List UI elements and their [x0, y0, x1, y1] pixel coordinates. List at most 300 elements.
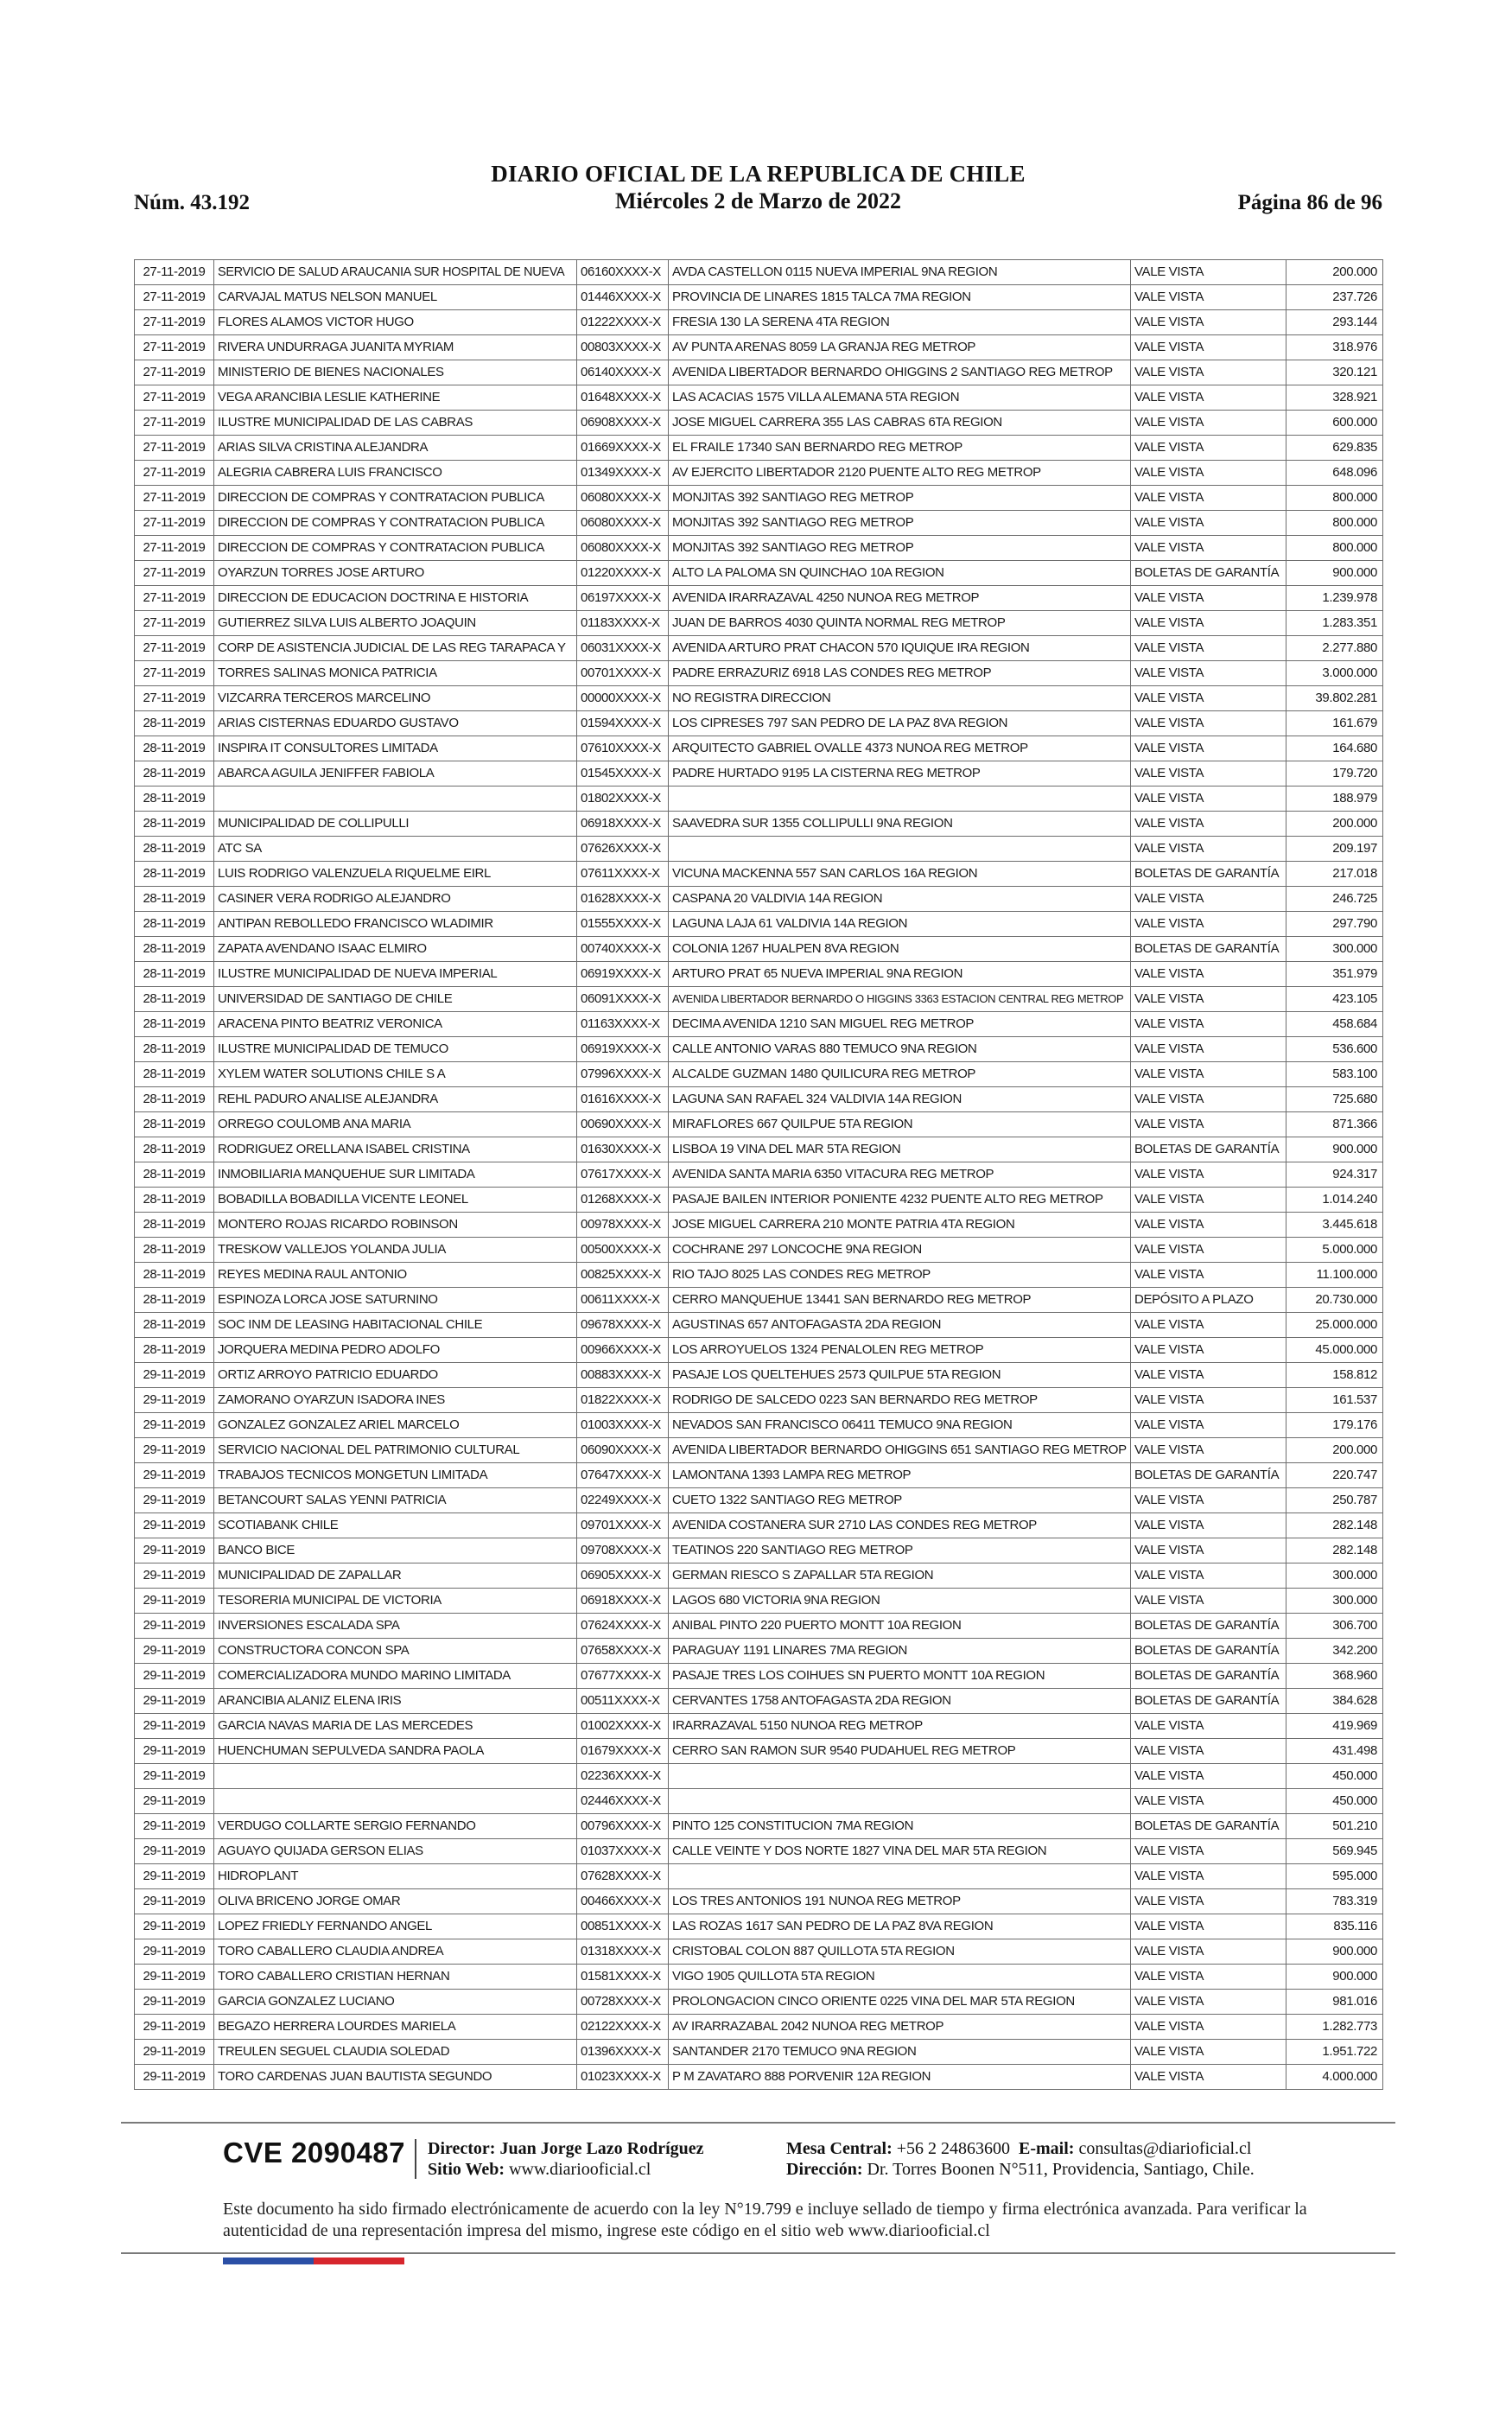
publication-date: Miércoles 2 de Marzo de 2022 [615, 188, 901, 213]
amount-cell: 648.096 [1286, 461, 1383, 486]
table-row [135, 661, 1383, 686]
table-row [135, 2065, 1383, 2090]
address-cell: PROVINCIA DE LINARES 1815 TALCA 7MA REGION [669, 285, 1131, 310]
date-cell: 29-11-2019 [135, 1589, 214, 1614]
address-cell: AV EJERCITO LIBERTADOR 2120 PUENTE ALTO REG METROP [669, 461, 1131, 486]
rut-cell: 01396XXXX-X [577, 2040, 669, 2065]
date-cell: 29-11-2019 [135, 1839, 214, 1864]
table-row [135, 1338, 1383, 1363]
rut-cell: 06140XXXX-X [577, 360, 669, 385]
amount-cell: 450.000 [1286, 1789, 1383, 1814]
rut-cell: 00000XXXX-X [577, 686, 669, 711]
address-cell: ARQUITECTO GABRIEL OVALLE 4373 NUNOA REG METROP [669, 736, 1131, 761]
page-header [134, 160, 1382, 220]
instrument-cell: VALE VISTA [1131, 962, 1286, 987]
table-row [135, 1037, 1383, 1062]
address-cell: JOSE MIGUEL CARRERA 355 LAS CABRAS 6TA REGION [669, 411, 1131, 436]
table-row [135, 1463, 1383, 1488]
date-cell: 29-11-2019 [135, 1614, 214, 1639]
rut-cell: 01545XXXX-X [577, 761, 669, 786]
name-cell: DIRECCION DE COMPRAS Y CONTRATACION PUBLICA [214, 486, 577, 511]
rut-cell: 00796XXXX-X [577, 1814, 669, 1839]
amount-cell: 2.277.880 [1286, 636, 1383, 661]
address-cell: CERRO MANQUEHUE 13441 SAN BERNARDO REG METROP [669, 1288, 1131, 1313]
name-cell: BANCO BICE [214, 1538, 577, 1563]
address-cell: MIRAFLORES 667 QUILPUE 5TA REGION [669, 1112, 1131, 1137]
director-name: Juan Jorge Lazo Rodríguez [499, 2139, 704, 2158]
table-row [135, 837, 1383, 862]
table-row [135, 1263, 1383, 1288]
table-row [135, 385, 1383, 411]
instrument-cell: VALE VISTA [1131, 1864, 1286, 1889]
amount-cell: 297.790 [1286, 912, 1383, 937]
address-cell: CALLE ANTONIO VARAS 880 TEMUCO 9NA REGION [669, 1037, 1131, 1062]
name-cell: REYES MEDINA RAUL ANTONIO [214, 1263, 577, 1288]
name-cell: CORP DE ASISTENCIA JUDICIAL DE LAS REG TARAPACA Y [214, 636, 577, 661]
name-cell: ARACENA PINTO BEATRIZ VERONICA [214, 1012, 577, 1037]
amount-cell: 237.726 [1286, 285, 1383, 310]
table-row [135, 1965, 1383, 1990]
instrument-cell: BOLETAS DE GARANTÍA [1131, 1137, 1286, 1162]
instrument-cell: VALE VISTA [1131, 661, 1286, 686]
rut-cell: 00728XXXX-X [577, 1990, 669, 2015]
name-cell: ILUSTRE MUNICIPALIDAD DE NUEVA IMPERIAL [214, 962, 577, 987]
email-link[interactable]: consultas@diarioficial.cl [1078, 2139, 1252, 2158]
table-row [135, 1914, 1383, 1939]
table-row [135, 1990, 1383, 2015]
table-row [135, 887, 1383, 912]
instrument-cell: VALE VISTA [1131, 1513, 1286, 1538]
amount-cell: 458.684 [1286, 1012, 1383, 1037]
address-cell: LAS ACACIAS 1575 VILLA ALEMANA 5TA REGION [669, 385, 1131, 411]
website-link[interactable]: www.diariooficial.cl [509, 2160, 651, 2179]
date-cell: 28-11-2019 [135, 887, 214, 912]
date-cell: 28-11-2019 [135, 987, 214, 1012]
instrument-cell: VALE VISTA [1131, 912, 1286, 937]
address-cell: AVENIDA LIBERTADOR BERNARDO OHIGGINS 651 SANTIAGO REG METROP [669, 1438, 1131, 1463]
name-cell: DIRECCION DE COMPRAS Y CONTRATACION PUBLICA [214, 511, 577, 536]
name-cell [214, 1789, 577, 1814]
address-label: Dirección: [786, 2160, 863, 2179]
table-row [135, 937, 1383, 962]
rut-cell: 00740XXXX-X [577, 937, 669, 962]
address-cell: LAGOS 680 VICTORIA 9NA REGION [669, 1589, 1131, 1614]
rut-cell: 07611XXXX-X [577, 862, 669, 887]
address-cell: PASAJE LOS QUELTEHUES 2573 QUILPUE 5TA REGION [669, 1363, 1131, 1388]
rut-cell: 06080XXXX-X [577, 511, 669, 536]
instrument-cell: VALE VISTA [1131, 761, 1286, 786]
address-cell: AV IRARRAZABAL 2042 NUNOA REG METROP [669, 2015, 1131, 2040]
date-cell: 27-11-2019 [135, 586, 214, 611]
address-cell: AVENIDA LIBERTADOR BERNARDO O HIGGINS 3363 ESTACION CENTRAL REG METROP [669, 987, 1131, 1012]
name-cell: INSPIRA IT CONSULTORES LIMITADA [214, 736, 577, 761]
amount-cell: 282.148 [1286, 1538, 1383, 1563]
instrument-cell: VALE VISTA [1131, 2065, 1286, 2090]
date-cell: 29-11-2019 [135, 1789, 214, 1814]
rut-cell: 01446XXXX-X [577, 285, 669, 310]
rut-cell: 06091XXXX-X [577, 987, 669, 1012]
address-cell: VIGO 1905 QUILLOTA 5TA REGION [669, 1965, 1131, 1990]
rut-cell: 01648XXXX-X [577, 385, 669, 411]
date-cell: 29-11-2019 [135, 1889, 214, 1914]
rut-cell: 01037XXXX-X [577, 1839, 669, 1864]
amount-cell: 871.366 [1286, 1112, 1383, 1137]
date-cell: 28-11-2019 [135, 1012, 214, 1037]
legal-notice: Este documento ha sido firmado electrónicamente de acuerdo con la ley N°19.799 e incluye sellado de tiempo y firma electrónica avanzada. Para verificar la autenticidad de una representación impresa del mismo, ingrese este código en el sitio web www.diariooficial.cl [223, 2200, 1307, 2240]
director-block [428, 2138, 704, 2180]
amount-cell: 431.498 [1286, 1739, 1383, 1764]
address-cell: LOS ARROYUELOS 1324 PENALOLEN REG METROP [669, 1338, 1131, 1363]
instrument-cell: VALE VISTA [1131, 636, 1286, 661]
date-cell: 27-11-2019 [135, 360, 214, 385]
name-cell: MUNICIPALIDAD DE COLLIPULLI [214, 812, 577, 837]
date-cell: 27-11-2019 [135, 636, 214, 661]
instrument-cell: VALE VISTA [1131, 1338, 1286, 1363]
table-row [135, 1313, 1383, 1338]
amount-cell: 200.000 [1286, 260, 1383, 285]
date-cell: 28-11-2019 [135, 1313, 214, 1338]
name-cell: MINISTERIO DE BIENES NACIONALES [214, 360, 577, 385]
table-row [135, 1814, 1383, 1839]
name-cell: RODRIGUEZ ORELLANA ISABEL CRISTINA [214, 1137, 577, 1162]
amount-cell: 800.000 [1286, 536, 1383, 561]
amount-cell: 342.200 [1286, 1639, 1383, 1664]
table-row [135, 1213, 1383, 1238]
rut-cell: 02446XXXX-X [577, 1789, 669, 1814]
amount-cell: 188.979 [1286, 786, 1383, 812]
amount-cell: 5.000.000 [1286, 1238, 1383, 1263]
table-row [135, 1589, 1383, 1614]
address-cell: NO REGISTRA DIRECCION [669, 686, 1131, 711]
table-row [135, 1363, 1383, 1388]
table-row [135, 1689, 1383, 1714]
date-cell: 28-11-2019 [135, 1087, 214, 1112]
amount-cell: 450.000 [1286, 1764, 1383, 1789]
name-cell: GUTIERREZ SILVA LUIS ALBERTO JOAQUIN [214, 611, 577, 636]
address-cell: CALLE VEINTE Y DOS NORTE 1827 VINA DEL MAR 5TA REGION [669, 1839, 1131, 1864]
rut-cell: 07647XXXX-X [577, 1463, 669, 1488]
address-cell: COLONIA 1267 HUALPEN 8VA REGION [669, 937, 1131, 962]
table-row [135, 411, 1383, 436]
date-cell: 28-11-2019 [135, 1137, 214, 1162]
instrument-cell: VALE VISTA [1131, 1739, 1286, 1764]
address-cell: CUETO 1322 SANTIAGO REG METROP [669, 1488, 1131, 1513]
address-cell: PASAJE BAILEN INTERIOR PONIENTE 4232 PUENTE ALTO REG METROP [669, 1188, 1131, 1213]
name-cell: SCOTIABANK CHILE [214, 1513, 577, 1538]
name-cell [214, 786, 577, 812]
instrument-cell: DEPÓSITO A PLAZO [1131, 1288, 1286, 1313]
table-row [135, 1789, 1383, 1814]
rut-cell: 06908XXXX-X [577, 411, 669, 436]
date-cell: 27-11-2019 [135, 611, 214, 636]
amount-cell: 1.239.978 [1286, 586, 1383, 611]
date-cell: 28-11-2019 [135, 1288, 214, 1313]
table-row [135, 1137, 1383, 1162]
name-cell: INMOBILIARIA MANQUEHUE SUR LIMITADA [214, 1162, 577, 1188]
amount-cell: 11.100.000 [1286, 1263, 1383, 1288]
instrument-cell: VALE VISTA [1131, 1188, 1286, 1213]
rut-cell: 00883XXXX-X [577, 1363, 669, 1388]
address-cell: PROLONGACION CINCO ORIENTE 0225 VINA DEL MAR 5TA REGION [669, 1990, 1131, 2015]
amount-cell: 725.680 [1286, 1087, 1383, 1112]
address-cell: AVDA CASTELLON 0115 NUEVA IMPERIAL 9NA REGION [669, 260, 1131, 285]
amount-cell: 209.197 [1286, 837, 1383, 862]
name-cell: VEGA ARANCIBIA LESLIE KATHERINE [214, 385, 577, 411]
amount-cell: 25.000.000 [1286, 1313, 1383, 1338]
amount-cell: 293.144 [1286, 310, 1383, 335]
rut-cell: 01679XXXX-X [577, 1739, 669, 1764]
name-cell: SERVICIO DE SALUD ARAUCANIA SUR HOSPITAL DE NUEVA [214, 260, 577, 285]
amount-cell: 318.976 [1286, 335, 1383, 360]
instrument-cell: BOLETAS DE GARANTÍA [1131, 561, 1286, 586]
address-cell: LAGUNA LAJA 61 VALDIVIA 14A REGION [669, 912, 1131, 937]
date-cell: 29-11-2019 [135, 1939, 214, 1965]
table-row [135, 310, 1383, 335]
footer-top-rule [121, 2122, 1395, 2124]
name-cell: GONZALEZ GONZALEZ ARIEL MARCELO [214, 1413, 577, 1438]
table-row [135, 611, 1383, 636]
table-row [135, 2015, 1383, 2040]
address-cell: SANTANDER 2170 TEMUCO 9NA REGION [669, 2040, 1131, 2065]
table-row [135, 360, 1383, 385]
date-cell: 28-11-2019 [135, 1238, 214, 1263]
instrument-cell: VALE VISTA [1131, 260, 1286, 285]
date-cell: 28-11-2019 [135, 711, 214, 736]
date-cell: 28-11-2019 [135, 1338, 214, 1363]
address-cell: SAAVEDRA SUR 1355 COLLIPULLI 9NA REGION [669, 812, 1131, 837]
rut-cell: 01023XXXX-X [577, 2065, 669, 2090]
name-cell: ATC SA [214, 837, 577, 862]
table-row [135, 1288, 1383, 1313]
table-row [135, 736, 1383, 761]
instrument-cell: VALE VISTA [1131, 1263, 1286, 1288]
table-row [135, 536, 1383, 561]
rut-cell: 01669XXXX-X [577, 436, 669, 461]
instrument-cell: VALE VISTA [1131, 1238, 1286, 1263]
rut-cell: 00851XXXX-X [577, 1914, 669, 1939]
date-cell: 28-11-2019 [135, 912, 214, 937]
amount-cell: 595.000 [1286, 1864, 1383, 1889]
table-row [135, 962, 1383, 987]
name-cell: INVERSIONES ESCALADA SPA [214, 1614, 577, 1639]
instrument-cell: BOLETAS DE GARANTÍA [1131, 1614, 1286, 1639]
director-label: Director: [428, 2139, 496, 2158]
amount-cell: 220.747 [1286, 1463, 1383, 1488]
instrument-cell: BOLETAS DE GARANTÍA [1131, 862, 1286, 887]
instrument-cell: VALE VISTA [1131, 1990, 1286, 2015]
amount-cell: 45.000.000 [1286, 1338, 1383, 1363]
amount-cell: 900.000 [1286, 1965, 1383, 1990]
name-cell: ESPINOZA LORCA JOSE SATURNINO [214, 1288, 577, 1313]
amount-cell: 217.018 [1286, 862, 1383, 887]
address-cell: ALCALDE GUZMAN 1480 QUILICURA REG METROP [669, 1062, 1131, 1087]
date-cell: 27-11-2019 [135, 260, 214, 285]
date-cell: 29-11-2019 [135, 1438, 214, 1463]
name-cell: TRABAJOS TECNICOS MONGETUN LIMITADA [214, 1463, 577, 1488]
instrument-cell: VALE VISTA [1131, 1589, 1286, 1614]
instrument-cell: VALE VISTA [1131, 310, 1286, 335]
table-row [135, 1664, 1383, 1689]
table-row [135, 1438, 1383, 1463]
address-cell: LAS ROZAS 1617 SAN PEDRO DE LA PAZ 8VA REGION [669, 1914, 1131, 1939]
amount-cell: 4.000.000 [1286, 2065, 1383, 2090]
instrument-cell: VALE VISTA [1131, 1162, 1286, 1188]
instrument-cell: VALE VISTA [1131, 2015, 1286, 2040]
table-row [135, 1538, 1383, 1563]
name-cell: LOPEZ FRIEDLY FERNANDO ANGEL [214, 1914, 577, 1939]
instrument-cell: BOLETAS DE GARANTÍA [1131, 1639, 1286, 1664]
rut-cell: 06919XXXX-X [577, 962, 669, 987]
rut-cell: 07624XXXX-X [577, 1614, 669, 1639]
date-cell: 27-11-2019 [135, 411, 214, 436]
address-cell: P M ZAVATARO 888 PORVENIR 12A REGION [669, 2065, 1131, 2090]
name-cell: ILUSTRE MUNICIPALIDAD DE TEMUCO [214, 1037, 577, 1062]
address-cell: CERVANTES 1758 ANTOFAGASTA 2DA REGION [669, 1689, 1131, 1714]
date-cell: 29-11-2019 [135, 1864, 214, 1889]
date-cell: 29-11-2019 [135, 1363, 214, 1388]
date-cell: 28-11-2019 [135, 1162, 214, 1188]
address-value: Dr. Torres Boonen N°511, Providencia, Santiago, Chile. [867, 2160, 1255, 2179]
instrument-cell: VALE VISTA [1131, 1438, 1286, 1463]
rut-cell: 01581XXXX-X [577, 1965, 669, 1990]
rut-cell: 01222XXXX-X [577, 310, 669, 335]
name-cell [214, 1764, 577, 1789]
rut-cell: 06905XXXX-X [577, 1563, 669, 1589]
name-cell: ABARCA AGUILA JENIFFER FABIOLA [214, 761, 577, 786]
date-cell: 27-11-2019 [135, 686, 214, 711]
instrument-cell: VALE VISTA [1131, 335, 1286, 360]
footer-separator [415, 2139, 416, 2179]
instrument-cell: VALE VISTA [1131, 1313, 1286, 1338]
cve-code: CVE 2090487 [223, 2137, 405, 2168]
rut-cell: 06090XXXX-X [577, 1438, 669, 1463]
date-cell: 29-11-2019 [135, 2015, 214, 2040]
amount-cell: 200.000 [1286, 1438, 1383, 1463]
amount-cell: 1.283.351 [1286, 611, 1383, 636]
instrument-cell: VALE VISTA [1131, 1012, 1286, 1037]
date-cell: 28-11-2019 [135, 1112, 214, 1137]
instrument-cell: VALE VISTA [1131, 1363, 1286, 1388]
name-cell: VIZCARRA TERCEROS MARCELINO [214, 686, 577, 711]
date-cell: 28-11-2019 [135, 1037, 214, 1062]
publication-title: DIARIO OFICIAL DE LA REPUBLICA DE CHILE [491, 161, 1026, 187]
date-cell: 27-11-2019 [135, 511, 214, 536]
rut-cell: 01183XXXX-X [577, 611, 669, 636]
amount-cell: 200.000 [1286, 812, 1383, 837]
date-cell: 29-11-2019 [135, 1914, 214, 1939]
rut-cell: 00803XXXX-X [577, 335, 669, 360]
rut-cell: 09708XXXX-X [577, 1538, 669, 1563]
amount-cell: 900.000 [1286, 1137, 1383, 1162]
address-cell [669, 1764, 1131, 1789]
table-row [135, 1714, 1383, 1739]
address-cell [669, 837, 1131, 862]
amount-cell: 900.000 [1286, 561, 1383, 586]
address-cell: AVENIDA COSTANERA SUR 2710 LAS CONDES REG METROP [669, 1513, 1131, 1538]
rut-cell: 00825XXXX-X [577, 1263, 669, 1288]
rut-cell: 07658XXXX-X [577, 1639, 669, 1664]
date-cell: 27-11-2019 [135, 536, 214, 561]
amount-cell: 924.317 [1286, 1162, 1383, 1188]
amount-cell: 306.700 [1286, 1614, 1383, 1639]
contact-block [786, 2138, 1255, 2180]
instrument-cell: VALE VISTA [1131, 1789, 1286, 1814]
rut-cell: 01630XXXX-X [577, 1137, 669, 1162]
website-label: Sitio Web: [428, 2160, 505, 2179]
email-label: E-mail: [1019, 2139, 1075, 2158]
name-cell: CARVAJAL MATUS NELSON MANUEL [214, 285, 577, 310]
rut-cell: 06160XXXX-X [577, 260, 669, 285]
amount-cell: 179.176 [1286, 1413, 1383, 1438]
rut-cell: 00466XXXX-X [577, 1889, 669, 1914]
instrument-cell: VALE VISTA [1131, 1062, 1286, 1087]
table-row [135, 1639, 1383, 1664]
name-cell: FLORES ALAMOS VICTOR HUGO [214, 310, 577, 335]
table-row [135, 586, 1383, 611]
instrument-cell: BOLETAS DE GARANTÍA [1131, 1814, 1286, 1839]
name-cell: ILUSTRE MUNICIPALIDAD DE LAS CABRAS [214, 411, 577, 436]
date-cell: 29-11-2019 [135, 2065, 214, 2090]
name-cell: CASINER VERA RODRIGO ALEJANDRO [214, 887, 577, 912]
name-cell: DIRECCION DE COMPRAS Y CONTRATACION PUBLICA [214, 536, 577, 561]
rut-cell: 06918XXXX-X [577, 812, 669, 837]
rut-cell: 01822XXXX-X [577, 1388, 669, 1413]
date-cell: 28-11-2019 [135, 937, 214, 962]
table-row [135, 1062, 1383, 1087]
rut-cell: 01349XXXX-X [577, 461, 669, 486]
amount-cell: 600.000 [1286, 411, 1383, 436]
name-cell: ALEGRIA CABRERA LUIS FRANCISCO [214, 461, 577, 486]
rut-cell: 00511XXXX-X [577, 1689, 669, 1714]
date-cell: 29-11-2019 [135, 1488, 214, 1513]
name-cell: RIVERA UNDURRAGA JUANITA MYRIAM [214, 335, 577, 360]
rut-cell: 01002XXXX-X [577, 1714, 669, 1739]
rut-cell: 00690XXXX-X [577, 1112, 669, 1137]
address-cell: MONJITAS 392 SANTIAGO REG METROP [669, 486, 1131, 511]
amount-cell: 39.802.281 [1286, 686, 1383, 711]
table-row [135, 285, 1383, 310]
instrument-cell: VALE VISTA [1131, 1563, 1286, 1589]
amount-cell: 835.116 [1286, 1914, 1383, 1939]
date-cell: 27-11-2019 [135, 661, 214, 686]
table-row [135, 335, 1383, 360]
name-cell: ZAPATA AVENDANO ISAAC ELMIRO [214, 937, 577, 962]
address-cell: LISBOA 19 VINA DEL MAR 5TA REGION [669, 1137, 1131, 1162]
rut-cell: 07996XXXX-X [577, 1062, 669, 1087]
amount-cell: 569.945 [1286, 1839, 1383, 1864]
instrument-cell: VALE VISTA [1131, 1965, 1286, 1990]
address-cell: FRESIA 130 LA SERENA 4TA REGION [669, 310, 1131, 335]
table-row [135, 1087, 1383, 1112]
rut-cell: 07626XXXX-X [577, 837, 669, 862]
address-cell: LOS TRES ANTONIOS 191 NUNOA REG METROP [669, 1889, 1131, 1914]
amount-cell: 1.014.240 [1286, 1188, 1383, 1213]
date-cell: 29-11-2019 [135, 1689, 214, 1714]
page-indicator: Página 86 de 96 [1237, 191, 1382, 214]
address-cell: NEVADOS SAN FRANCISCO 06411 TEMUCO 9NA REGION [669, 1413, 1131, 1438]
name-cell: TESORERIA MUNICIPAL DE VICTORIA [214, 1589, 577, 1614]
name-cell: TREULEN SEGUEL CLAUDIA SOLEDAD [214, 2040, 577, 2065]
address-cell: AVENIDA ARTURO PRAT CHACON 570 IQUIQUE IRA REGION [669, 636, 1131, 661]
rut-cell: 07677XXXX-X [577, 1664, 669, 1689]
instrument-cell: VALE VISTA [1131, 511, 1286, 536]
address-cell: ANIBAL PINTO 220 PUERTO MONTT 10A REGION [669, 1614, 1131, 1639]
date-cell: 28-11-2019 [135, 862, 214, 887]
instrument-cell: VALE VISTA [1131, 285, 1286, 310]
address-cell: RODRIGO DE SALCEDO 0223 SAN BERNARDO REG METROP [669, 1388, 1131, 1413]
date-cell: 27-11-2019 [135, 486, 214, 511]
rut-cell: 00701XXXX-X [577, 661, 669, 686]
